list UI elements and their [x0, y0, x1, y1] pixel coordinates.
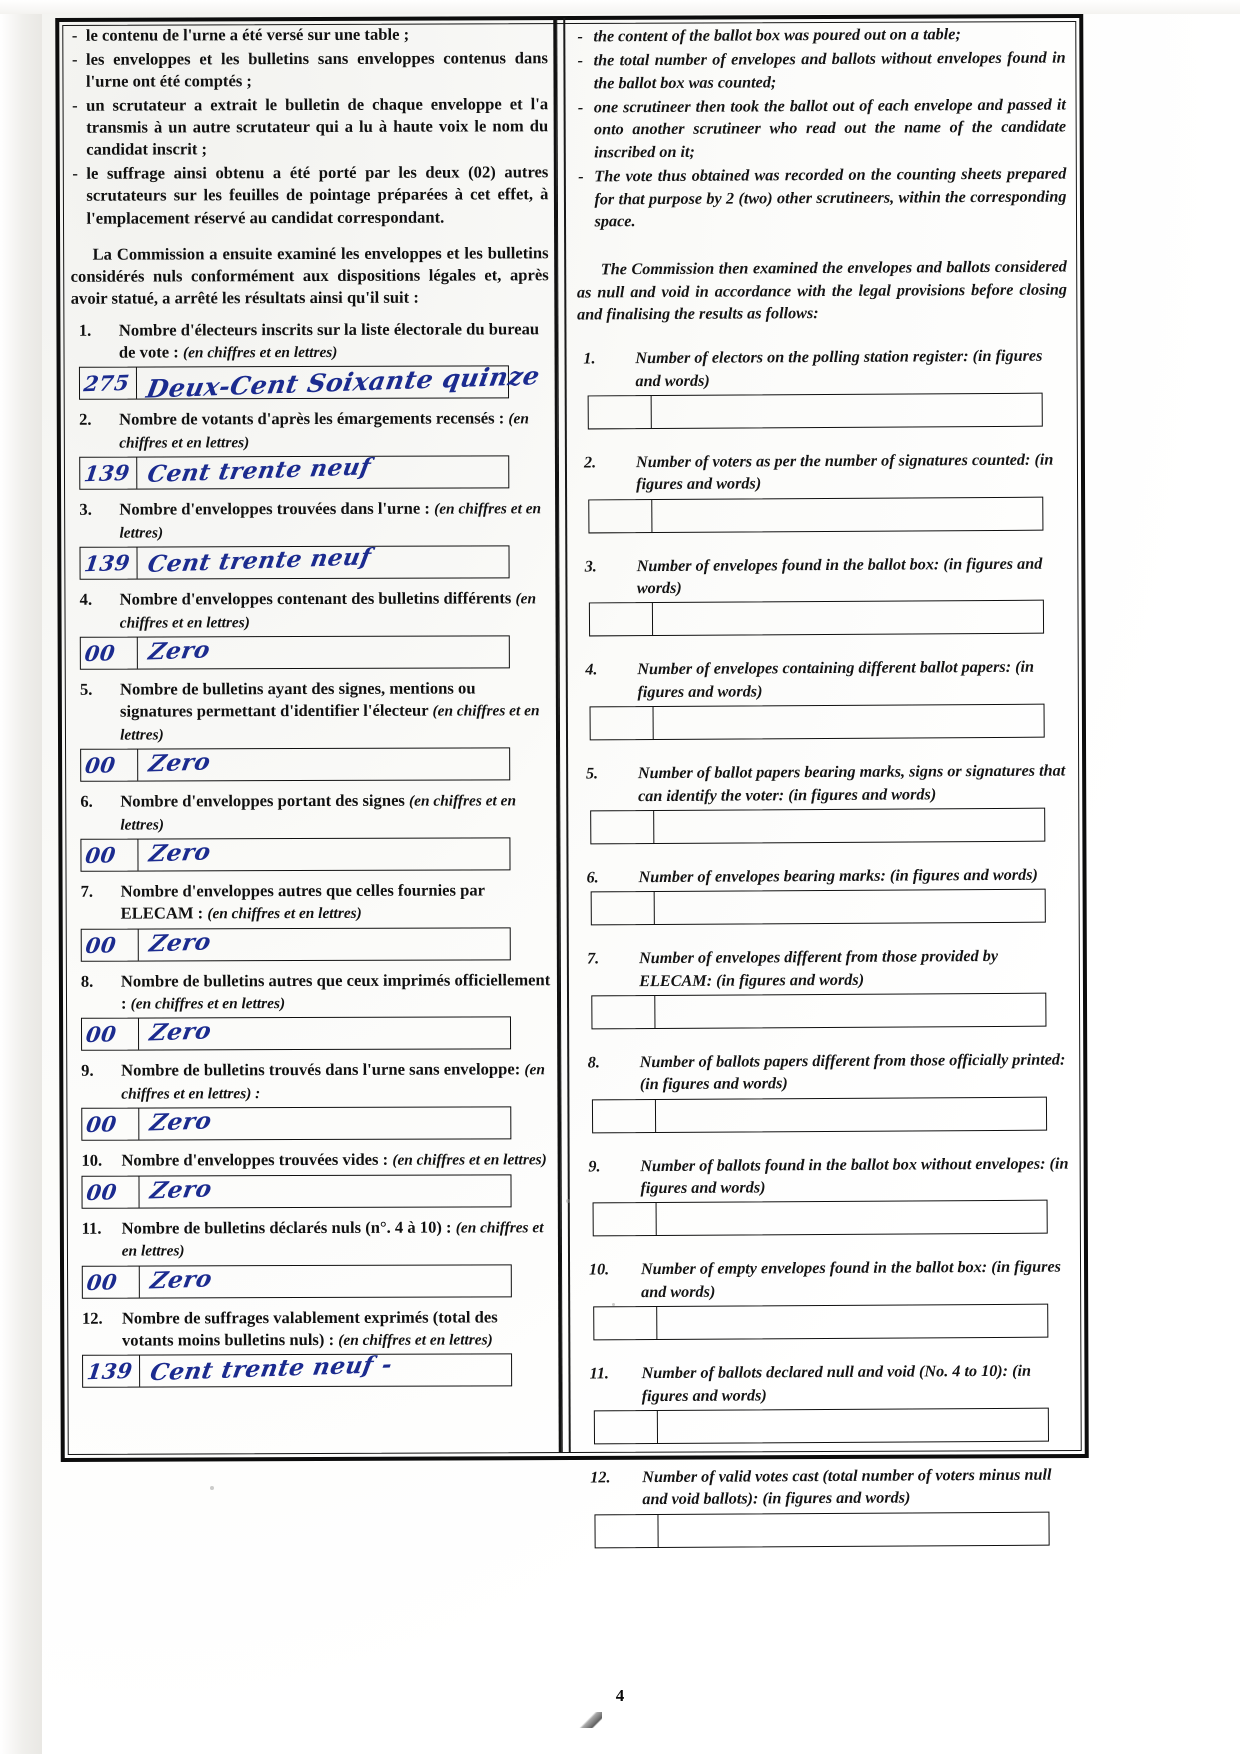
item-label: Number of ballot papers bearing marks, signs or signatures that can identify the voter: (in figures and words) — [637, 761, 1066, 805]
item-hint: (en chiffres et en lettres) — [119, 590, 537, 632]
item-label: Nombre d'enveloppes contenant des bulletins différents (en chiffres et en lettres) — [119, 588, 537, 632]
handwritten-words: Deux-Cent Soixante quinze — [144, 361, 543, 404]
item-hint: (en chiffres et en lettres) — [120, 792, 517, 834]
french-item-3 — [71, 498, 549, 580]
french-item-5 — [72, 677, 550, 782]
handwritten-words: Cent trente neuf - — [148, 1351, 395, 1387]
answer-box-divider — [654, 892, 655, 924]
english-intro-paragraph: The Commission then examined the envelopes and ballots considered as null and void in accordance with the legal provisions before closing and finalising the results as follows: — [576, 257, 1068, 324]
item-number: 6. — [80, 791, 93, 811]
english-item-5 — [580, 760, 1070, 845]
answer-box-divider — [651, 396, 652, 428]
handwritten-figure: 00 — [84, 1021, 118, 1048]
item-number: 8. — [80, 971, 94, 991]
answer-box[interactable] — [588, 393, 1043, 430]
english-item-7 — [581, 945, 1071, 1030]
item-label: Number of ballots declared null and void (No. 4 to 10): (in figures and words) — [641, 1361, 1032, 1405]
handwritten-words: Zero — [147, 1017, 214, 1047]
handwritten-words: Cent trente neuf — [145, 543, 374, 579]
answer-box-divider — [138, 1109, 139, 1140]
french-results-list — [71, 318, 552, 1388]
item-number: 3. — [79, 499, 92, 519]
item-hint: (en chiffres et en lettres) : — [121, 1061, 545, 1103]
answer-box[interactable] — [79, 453, 509, 490]
answer-box-divider — [137, 750, 138, 781]
french-column — [70, 23, 552, 1388]
item-hint: (en chiffres et en lettres) — [392, 1151, 547, 1170]
item-label: Nombre d'électeurs inscrits sur la liste électorale du bureau de vote : (en chiffres et en lettres) — [118, 319, 540, 362]
answer-box-divider — [657, 1515, 658, 1547]
item-label: Number of ballots papers different from those officially printed: (in figures and words) — [639, 1050, 1066, 1094]
page-edge-shadow-top — [0, 0, 1240, 14]
french-item-6 — [72, 789, 550, 871]
item-label: Number of ballots found in the ballot box without envelopes: (in figures and words) — [640, 1154, 1069, 1198]
item-label: Nombre de bulletins déclarés nuls (n°. 4 à 10) : (en chiffres et en lettres) — [121, 1217, 544, 1260]
item-hint: (en chiffres et en lettres) — [207, 905, 362, 923]
item-label: Nombre d'enveloppes trouvées vides : (en chiffres et en lettres) — [121, 1150, 547, 1170]
handwritten-figure: 00 — [83, 752, 118, 779]
item-number: 7. — [80, 881, 94, 901]
answer-box[interactable] — [82, 1264, 512, 1298]
french-procedure-bullets — [70, 23, 549, 229]
answer-box-divider — [653, 811, 654, 843]
answer-box-divider — [654, 996, 655, 1028]
item-label: Number of envelopes found in the ballot box: (in figures and words) — [636, 554, 1043, 598]
answer-box[interactable] — [81, 1107, 511, 1141]
item-number: 12. — [81, 1308, 103, 1328]
handwritten-figure: 139 — [85, 1358, 135, 1385]
handwritten-figure: 139 — [82, 550, 132, 577]
handwritten-figure: 00 — [85, 1268, 119, 1295]
handwritten-figure: 139 — [82, 460, 132, 487]
handwritten-words: Zero — [147, 838, 214, 868]
english-item-9 — [582, 1152, 1072, 1237]
item-number: 2. — [79, 409, 92, 430]
answer-box-divider — [653, 707, 654, 739]
item-label: Number of valid votes cast (total number of voters minus null and void ballots): (in figures and words) — [642, 1465, 1052, 1509]
scan-speck — [210, 1486, 214, 1490]
item-number: 6. — [586, 868, 599, 887]
answer-box-divider — [138, 929, 139, 960]
handwritten-figure: 00 — [84, 1178, 119, 1205]
item-number: 9. — [81, 1060, 94, 1081]
page-edge-shadow-left — [0, 0, 42, 1754]
english-item-12 — [584, 1463, 1074, 1548]
item-number: 4. — [79, 589, 93, 609]
answer-box[interactable] — [590, 704, 1045, 741]
answer-box[interactable] — [591, 993, 1046, 1030]
item-label: Nombre de bulletins autres que ceux imprimés officiellement : (en chiffres et en lettres) — [120, 969, 551, 1013]
list-item: - les enveloppes et les bulletins sans enveloppes contenus dans l'urne ont été comptés ; — [70, 47, 548, 93]
answer-box-divider — [136, 458, 137, 489]
page-number: 4 — [615, 1686, 625, 1705]
answer-box-divider — [651, 500, 652, 532]
answer-box-divider — [652, 604, 653, 636]
item-number: 5. — [79, 679, 93, 699]
handwritten-words: Zero — [148, 1265, 215, 1295]
french-item-4 — [72, 587, 550, 669]
item-number: 1. — [583, 349, 596, 368]
item-label: Nombre d'enveloppes autres que celles fournies par ELECAM : (en chiffres et en lettres) — [120, 880, 485, 923]
item-number: 4. — [585, 660, 598, 679]
footer-smudge — [576, 1712, 602, 1728]
answer-box[interactable] — [591, 889, 1046, 926]
french-item-2 — [71, 408, 549, 490]
english-item-8 — [582, 1048, 1072, 1133]
answer-box-divider — [139, 1356, 140, 1387]
english-item-6 — [580, 863, 1070, 925]
item-number: 3. — [584, 557, 597, 576]
item-number: 10. — [588, 1260, 610, 1279]
item-hint: (en chiffres et en lettres) — [119, 410, 529, 452]
item-hint: (en chiffres et en lettres) — [130, 994, 286, 1013]
english-item-3 — [579, 552, 1069, 637]
answer-box[interactable] — [593, 1304, 1048, 1341]
answer-box-divider — [656, 1203, 657, 1235]
answer-box[interactable] — [588, 496, 1043, 533]
item-label: Nombre de bulletins ayant des signes, mentions ou signatures permettant d'identifier l'électeur (en chiffres et en lettres) — [119, 678, 540, 744]
french-item-9 — [73, 1059, 551, 1141]
answer-box[interactable] — [594, 1408, 1049, 1445]
item-number: 11. — [81, 1218, 102, 1238]
answer-box[interactable] — [592, 1096, 1047, 1133]
answer-box[interactable] — [79, 361, 543, 404]
answer-box[interactable] — [80, 543, 510, 580]
item-label: Number of envelopes bearing marks: (in figures and words) — [638, 865, 1038, 887]
item-label: Nombre d'enveloppes trouvées dans l'urne : (en chiffres et en lettres) — [119, 498, 542, 542]
answer-box-divider — [137, 548, 138, 579]
french-item-7 — [73, 879, 551, 961]
item-hint: (en chiffres et en lettres) — [182, 343, 338, 362]
english-item-10 — [583, 1256, 1073, 1341]
list-item: - le suffrage ainsi obtenu a été porté par les deux (02) autres scrutateurs sur les feuilles de pointage préparées à cet effet, à l'emplacement réservé au candidat correspondant. — [70, 162, 548, 230]
item-label: Nombre de bulletins trouvés dans l'urne sans enveloppe: (en chiffres et en lettres) : — [121, 1059, 545, 1103]
english-column — [575, 23, 1074, 1549]
item-label: Number of envelopes containing different ballot papers: (in figures and words) — [637, 658, 1035, 701]
item-number: 12. — [590, 1468, 611, 1487]
item-number: 5. — [585, 764, 599, 783]
english-procedure-bullets — [575, 23, 1066, 233]
item-number: 1. — [78, 320, 92, 340]
handwritten-figure: 00 — [84, 1111, 119, 1138]
item-label: Number of envelopes different from those provided by ELECAM: (in figures and words) — [638, 947, 999, 990]
answer-box[interactable] — [80, 748, 510, 782]
item-label: Nombre d'enveloppes portant des signes (en chiffres et en lettres) — [120, 790, 517, 834]
answer-box-divider — [137, 840, 138, 871]
answer-box[interactable] — [589, 600, 1044, 637]
answer-box-divider — [137, 638, 138, 669]
english-item-2 — [578, 449, 1068, 534]
item-label: Nombre de suffrages valablement exprimés (total des votants moins bulletins nuls) : (en chiffres et en lettres) — [121, 1307, 498, 1350]
french-item-10 — [73, 1149, 551, 1209]
handwritten-figure: 275 — [82, 370, 132, 397]
answer-box-divider — [655, 1100, 656, 1132]
item-label: Nombre de votants d'après les émargements recensés : (en chiffres et en lettres) — [119, 408, 529, 452]
french-item-1 — [71, 318, 549, 404]
item-label: Number of electors on the polling station register: (in figures and words) — [635, 346, 1043, 390]
handwritten-figure: 00 — [83, 640, 117, 667]
english-results-list — [577, 345, 1074, 1548]
handwritten-figure: 00 — [83, 842, 118, 869]
answer-box-divider — [138, 1176, 139, 1207]
answer-box[interactable] — [82, 1351, 512, 1388]
answer-box-divider — [656, 1307, 657, 1339]
item-number: 10. — [81, 1150, 103, 1170]
item-number: 7. — [587, 949, 600, 968]
scan-speck — [566, 1199, 570, 1203]
handwritten-figure: 00 — [84, 931, 118, 958]
answer-box[interactable] — [80, 636, 510, 670]
handwritten-words: Zero — [146, 748, 213, 778]
item-hint: (en chiffres et en lettres) — [338, 1331, 493, 1349]
scan-speck — [612, 1303, 615, 1306]
handwritten-words: Zero — [146, 636, 213, 666]
handwritten-words: Zero — [147, 928, 214, 958]
list-item: - The vote thus obtained was recorded on the counting sheets prepared for that purpose by 2 (two) other scrutineers, within the corresponding space. — [576, 163, 1066, 233]
list-item: - the content of the ballot box was poured out on a table; — [575, 23, 1065, 48]
english-item-4 — [579, 656, 1069, 741]
item-label: Number of empty envelopes found in the ballot box: (in figures and words) — [640, 1257, 1061, 1301]
list-item: - one scrutineer then took the ballot out of each envelope and passed it onto another scrutineer who read out the name of the candidate inscribed on it; — [576, 94, 1066, 164]
item-label: Number of voters as per the number of signatures counted: (in figures and words) — [635, 450, 1054, 494]
answer-box-divider — [138, 1019, 139, 1050]
item-hint: (en chiffres et en lettres) — [121, 1219, 544, 1260]
item-number: 9. — [588, 1157, 601, 1176]
french-item-12 — [74, 1306, 552, 1388]
answer-box-divider — [136, 368, 137, 399]
english-item-11 — [584, 1360, 1074, 1445]
answer-box[interactable] — [594, 1511, 1049, 1548]
handwritten-words: Zero — [148, 1175, 215, 1205]
item-number: 11. — [589, 1364, 609, 1383]
french-item-11 — [74, 1216, 552, 1298]
list-item: - the total number of envelopes and ballots without envelopes found in the ballot box was counted; — [576, 47, 1066, 95]
list-item: - le contenu de l'urne a été versé sur une table ; — [70, 23, 548, 47]
item-number: 8. — [587, 1053, 600, 1072]
answer-box[interactable] — [81, 1017, 511, 1051]
answer-box[interactable] — [81, 927, 511, 961]
handwritten-words: Cent trente neuf — [145, 453, 374, 489]
answer-box[interactable] — [590, 808, 1045, 845]
answer-box[interactable] — [593, 1200, 1048, 1237]
french-item-8 — [73, 969, 551, 1051]
handwritten-words: Zero — [147, 1107, 214, 1137]
answer-box[interactable] — [81, 1174, 511, 1208]
answer-box-divider — [657, 1411, 658, 1443]
english-item-1 — [577, 345, 1067, 430]
answer-box[interactable] — [80, 838, 510, 872]
item-hint: (en chiffres et en lettres) — [120, 702, 540, 744]
list-item: - un scrutateur a extrait le bulletin de chaque enveloppe et l'a transmis à un autre scrutateur qui a lu à haute voix le nom du candidat inscrit ; — [70, 93, 548, 161]
french-intro-paragraph: La Commission a ensuite examiné les enveloppes et les bulletins considérés nuls conformément aux dispositions légales et, après avoir statué, a arrêté les résultats ainsi qu'il suit : — [70, 242, 549, 308]
item-hint: (en chiffres et en lettres) — [119, 500, 542, 542]
answer-box-divider — [139, 1266, 140, 1297]
item-number: 2. — [583, 453, 597, 472]
